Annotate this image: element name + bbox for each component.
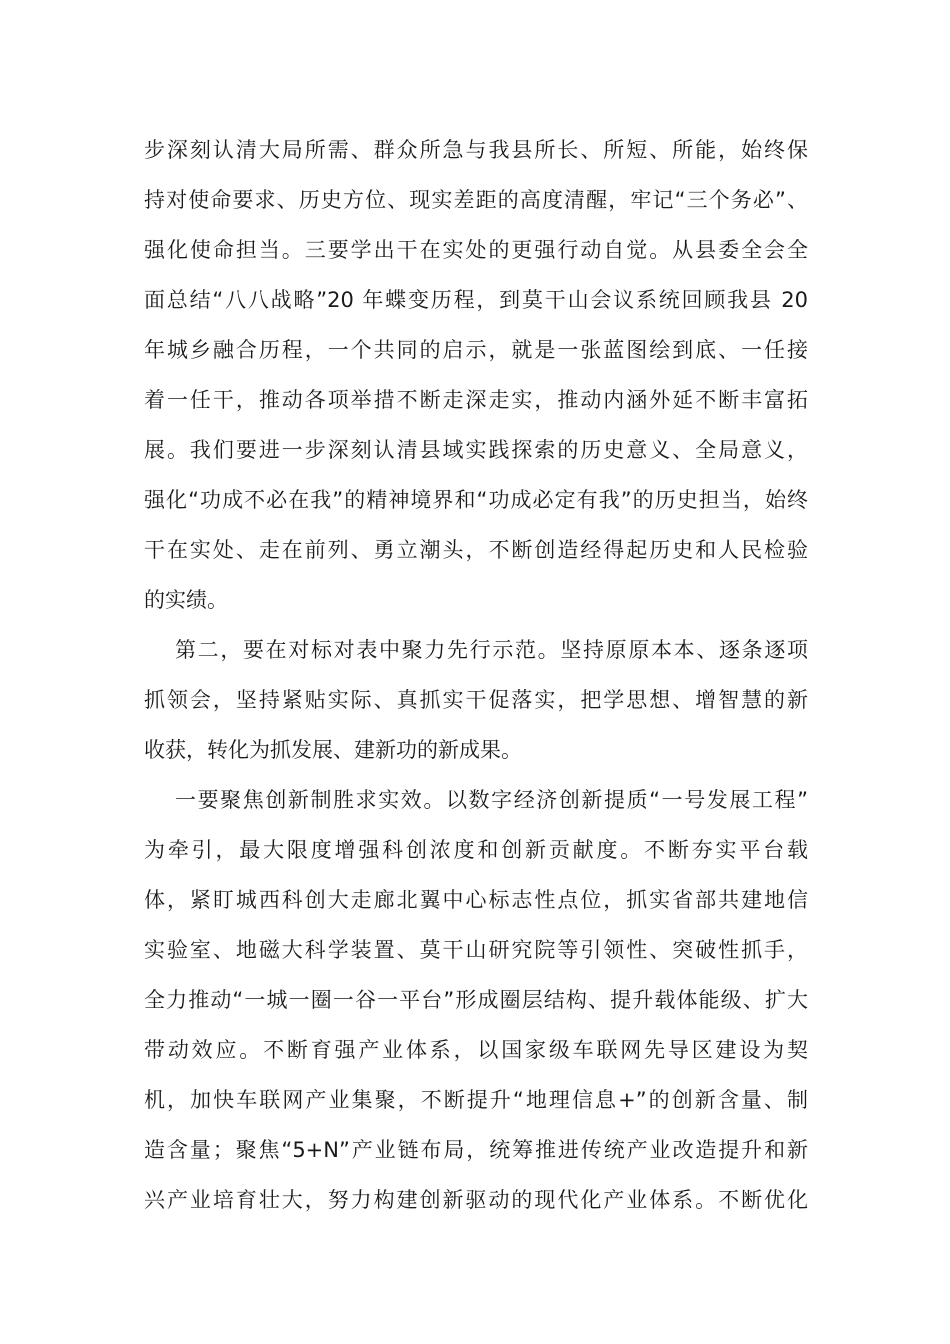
text-line: 着一任干，推动各项举措不断走深走实，推动内涵外延不断丰富拓 <box>144 388 808 412</box>
paragraph-1 <box>144 125 808 625</box>
text-line: 持对使命要求、历史方位、现实差距的高度清醒，牢记“三个务必”、 <box>144 188 808 212</box>
text-line: 实验室、地磁大科学装置、莫干山研究院等引领性、突破性抓手， <box>144 938 808 962</box>
paragraph-3 <box>144 775 808 1225</box>
text-line: 强化“功成不必在我”的精神境界和“功成必定有我”的历史担当，始终 <box>144 488 808 512</box>
text-line: 带动效应。不断育强产业体系，以国家级车联网先导区建设为契 <box>144 1038 808 1062</box>
text-line: 强化使命担当。三要学出干在实处的更强行动自觉。从县委全会全 <box>144 238 808 262</box>
text-line: 体，紧盯城西科创大走廊北翼中心标志性点位，抓实省部共建地信 <box>144 888 808 912</box>
paragraph-2 <box>144 625 808 775</box>
text-line: 机，加快车联网产业集聚，不断提升“地理信息+”的创新含量、制 <box>144 1088 808 1112</box>
text-line: 抓领会，坚持紧贴实际、真抓实干促落实，把学思想、增智慧的新 <box>144 688 808 712</box>
text-line: 全力推动“一城一圈一谷一平台”形成圈层结构、提升载体能级、扩大 <box>144 988 808 1012</box>
text-line: 年城乡融合历程，一个共同的启示，就是一张蓝图绘到底、一任接 <box>144 338 808 362</box>
text-line: 步深刻认清大局所需、群众所急与我县所长、所短、所能，始终保 <box>144 138 808 162</box>
text-line: 展。我们要进一步深刻认清县域实践探索的历史意义、全局意义， <box>144 438 808 462</box>
text-line: 第二，要在对标对表中聚力先行示范。坚持原原本本、逐条逐项 <box>175 638 808 662</box>
text-line: 一要聚焦创新制胜求实效。以数字经济创新提质“一号发展工程” <box>175 788 808 812</box>
text-line: 面总结“八八战略”20 年蝶变历程，到莫干山会议系统回顾我县 20 <box>144 288 808 312</box>
text-line: 为牵引，最大限度增强科创浓度和创新贡献度。不断夯实平台载 <box>144 838 808 862</box>
text-line: 造含量；聚焦“5+N”产业链布局，统筹推进传统产业改造提升和新 <box>144 1138 808 1162</box>
text-line: 干在实处、走在前列、勇立潮头，不断创造经得起历史和人民检验 <box>144 538 808 562</box>
text-line: 兴产业培育壮大，努力构建创新驱动的现代化产业体系。不断优化 <box>144 1188 808 1212</box>
text-line: 的实绩。 <box>144 588 228 612</box>
text-line: 收获，转化为抓发展、建新功的新成果。 <box>144 738 522 762</box>
body-text <box>144 125 808 1225</box>
